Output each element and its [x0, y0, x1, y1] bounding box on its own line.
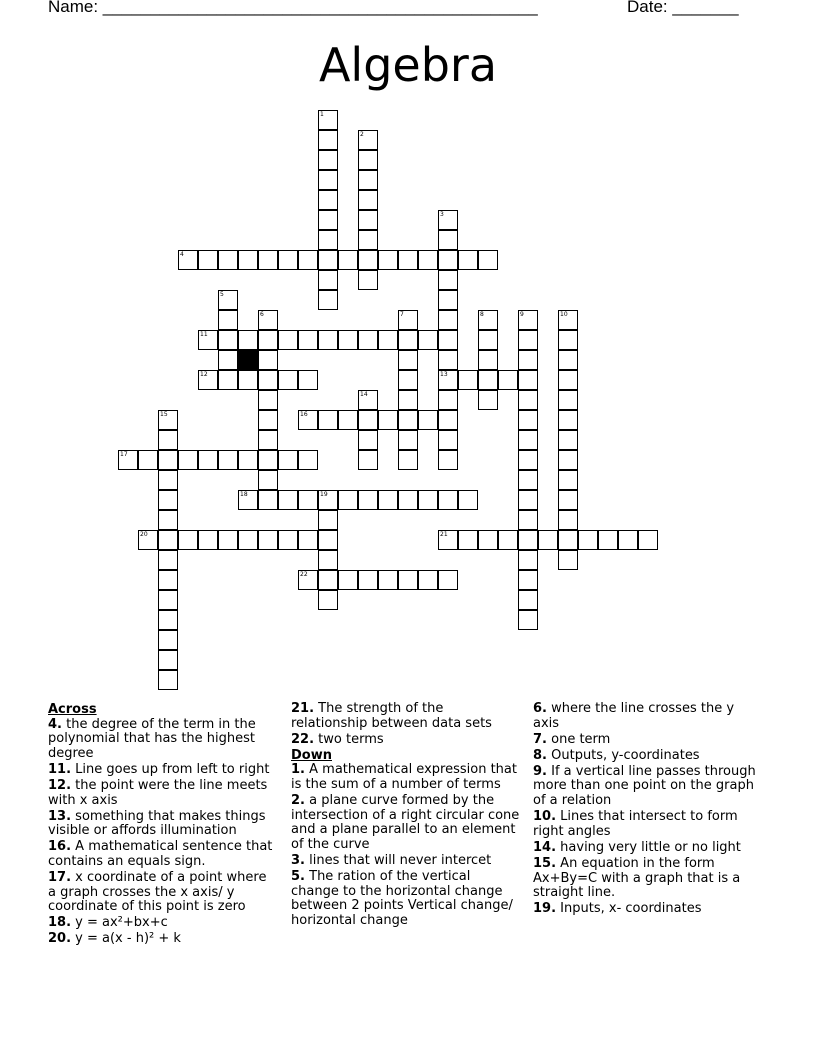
- grid-cell[interactable]: [318, 410, 338, 430]
- grid-cell[interactable]: [218, 350, 238, 370]
- grid-cell[interactable]: [358, 150, 378, 170]
- grid-cell[interactable]: [338, 410, 358, 430]
- grid-cell[interactable]: [198, 530, 218, 550]
- page-title: Algebra: [318, 38, 498, 92]
- grid-cell[interactable]: [378, 250, 398, 270]
- clue-down-5: 5. The ration of the vertical change to the horizontal change between 2 points Vertical change/ horizontal change: [291, 869, 513, 928]
- grid-cell[interactable]: [158, 610, 178, 630]
- grid-cell[interactable]: [178, 530, 198, 550]
- grid-cell[interactable]: [338, 250, 358, 270]
- grid-cell[interactable]: [318, 230, 338, 250]
- grid-cell[interactable]: [238, 370, 258, 390]
- grid-cell[interactable]: [298, 450, 318, 470]
- grid-cell[interactable]: [438, 230, 458, 250]
- grid-cell[interactable]: [478, 310, 498, 330]
- grid-cell[interactable]: [558, 330, 578, 350]
- grid-cell[interactable]: [198, 330, 218, 350]
- clue-across-4: 4. the degree of the term in the polynomial that has the highest degree: [48, 716, 256, 761]
- grid-cell[interactable]: [438, 430, 458, 450]
- grid-cell[interactable]: [218, 330, 238, 350]
- grid-cell[interactable]: [398, 390, 418, 410]
- grid-cell[interactable]: [358, 170, 378, 190]
- grid-cell[interactable]: [418, 250, 438, 270]
- grid-cell[interactable]: [198, 250, 218, 270]
- grid-cell[interactable]: [298, 490, 318, 510]
- grid-cell[interactable]: [398, 570, 418, 590]
- grid-cell[interactable]: [518, 330, 538, 350]
- grid-cell[interactable]: [118, 450, 138, 470]
- across-heading: Across: [48, 702, 97, 717]
- grid-cell[interactable]: [358, 270, 378, 290]
- grid-cell[interactable]: [438, 350, 458, 370]
- clue-down-7: 7. one term: [533, 731, 611, 747]
- grid-cell[interactable]: [338, 570, 358, 590]
- clue-number: 16: [300, 411, 308, 418]
- grid-cell[interactable]: [398, 350, 418, 370]
- grid-cell[interactable]: [438, 410, 458, 430]
- grid-cell[interactable]: [158, 430, 178, 450]
- grid-cell[interactable]: [578, 530, 598, 550]
- grid-cell[interactable]: [478, 390, 498, 410]
- grid-cell[interactable]: [138, 450, 158, 470]
- clue-column-2: [291, 702, 521, 930]
- grid-cell[interactable]: [358, 570, 378, 590]
- clue-across-12: 12. the point were the line meets with x axis: [48, 777, 268, 808]
- grid-cell[interactable]: [518, 610, 538, 630]
- grid-cell[interactable]: [418, 570, 438, 590]
- grid-cell[interactable]: [278, 450, 298, 470]
- grid-cell[interactable]: [398, 410, 418, 430]
- grid-cell[interactable]: [558, 370, 578, 390]
- grid-cell[interactable]: [298, 410, 318, 430]
- clue-number: 8: [480, 311, 484, 318]
- grid-cell[interactable]: [198, 370, 218, 390]
- grid-cell[interactable]: [558, 470, 578, 490]
- grid-cell[interactable]: [398, 370, 418, 390]
- grid-cell[interactable]: [298, 370, 318, 390]
- grid-cell[interactable]: [558, 310, 578, 330]
- grid-cell[interactable]: [278, 370, 298, 390]
- grid-cell[interactable]: [318, 170, 338, 190]
- clue-number: 20: [140, 531, 148, 538]
- grid-cell[interactable]: [158, 570, 178, 590]
- clue-number: 21: [440, 531, 448, 538]
- clue-number: 3: [440, 211, 444, 218]
- grid-cell[interactable]: [398, 330, 418, 350]
- clue-number: 5: [220, 291, 224, 298]
- grid-cell[interactable]: [358, 450, 378, 470]
- grid-cell[interactable]: [558, 450, 578, 470]
- clue-number: 2: [360, 131, 364, 138]
- clue-across-13: 13. something that makes things visible or affords illumination: [48, 808, 266, 839]
- grid-cell[interactable]: [478, 350, 498, 370]
- grid-cell[interactable]: [518, 470, 538, 490]
- grid-cell[interactable]: [358, 330, 378, 350]
- grid-cell[interactable]: [158, 410, 178, 430]
- grid-cell[interactable]: [378, 410, 398, 430]
- grid-cell[interactable]: [438, 370, 458, 390]
- clue-number: 9: [520, 311, 524, 318]
- grid-cell[interactable]: [238, 450, 258, 470]
- grid-cell[interactable]: [398, 450, 418, 470]
- grid-cell[interactable]: [458, 530, 478, 550]
- grid-cell[interactable]: [238, 490, 258, 510]
- clue-down-14: 14. having very little or no light: [533, 839, 741, 855]
- clue-down-19: 19. Inputs, x- coordinates: [533, 901, 702, 917]
- grid-cell[interactable]: [218, 370, 238, 390]
- blocked-cell: [238, 350, 258, 370]
- grid-cell[interactable]: [398, 430, 418, 450]
- clue-across-17: 17. x coordinate of a point where a graph crosses the x axis/ y coordinate of this point is zero: [48, 870, 267, 915]
- grid-cell[interactable]: [558, 390, 578, 410]
- grid-cell[interactable]: [158, 590, 178, 610]
- grid-cell[interactable]: [318, 490, 338, 510]
- grid-cell[interactable]: [478, 370, 498, 390]
- grid-cell[interactable]: [378, 490, 398, 510]
- grid-cell[interactable]: [318, 270, 338, 290]
- grid-cell[interactable]: [538, 530, 558, 550]
- grid-cell[interactable]: [258, 390, 278, 410]
- grid-cell[interactable]: [478, 530, 498, 550]
- grid-cell[interactable]: [238, 530, 258, 550]
- grid-cell[interactable]: [198, 450, 218, 470]
- grid-cell[interactable]: [318, 290, 338, 310]
- grid-cell[interactable]: [518, 350, 538, 370]
- grid-cell[interactable]: [618, 530, 638, 550]
- clue-across-20: 20. y = a(x - h)² + k: [48, 931, 181, 947]
- grid-cell[interactable]: [358, 210, 378, 230]
- grid-cell[interactable]: [358, 190, 378, 210]
- grid-cell[interactable]: [518, 550, 538, 570]
- grid-cell[interactable]: [178, 450, 198, 470]
- grid-cell[interactable]: [358, 430, 378, 450]
- grid-cell[interactable]: [518, 590, 538, 610]
- down-heading: Down: [291, 747, 332, 763]
- grid-cell[interactable]: [338, 330, 358, 350]
- grid-cell[interactable]: [258, 370, 278, 390]
- grid-cell[interactable]: [318, 210, 338, 230]
- grid-cell[interactable]: [318, 570, 338, 590]
- grid-cell[interactable]: [278, 250, 298, 270]
- grid-cell[interactable]: [598, 530, 618, 550]
- grid-cell[interactable]: [438, 210, 458, 230]
- grid-cell[interactable]: [518, 390, 538, 410]
- grid-cell[interactable]: [278, 490, 298, 510]
- grid-cell[interactable]: [158, 510, 178, 530]
- grid-cell[interactable]: [218, 530, 238, 550]
- grid-cell[interactable]: [158, 490, 178, 510]
- clue-across-11: 11. Line goes up from left to right: [48, 761, 270, 777]
- clue-column-1: [48, 702, 276, 949]
- grid-cell[interactable]: [158, 450, 178, 470]
- clue-down-6: 6. where the line crosses the y axis: [533, 701, 735, 731]
- grid-cell[interactable]: [298, 250, 318, 270]
- grid-cell[interactable]: [258, 350, 278, 370]
- grid-cell[interactable]: [258, 410, 278, 430]
- grid-cell[interactable]: [218, 310, 238, 330]
- grid-cell[interactable]: [458, 250, 478, 270]
- grid-cell[interactable]: [438, 250, 458, 270]
- grid-cell[interactable]: [318, 510, 338, 530]
- date-field[interactable]: Date: _______: [627, 0, 739, 16]
- grid-cell[interactable]: [518, 430, 538, 450]
- grid-cell[interactable]: [218, 250, 238, 270]
- grid-cell[interactable]: [318, 330, 338, 350]
- grid-cell[interactable]: [558, 410, 578, 430]
- clue-column-3: [533, 702, 763, 918]
- clue-down-8: 8. Outputs, y-coordinates: [533, 747, 700, 763]
- grid-cell[interactable]: [158, 650, 178, 670]
- grid-cell[interactable]: [318, 250, 338, 270]
- grid-cell[interactable]: [518, 570, 538, 590]
- grid-cell[interactable]: [418, 490, 438, 510]
- grid-cell[interactable]: [378, 330, 398, 350]
- grid-cell[interactable]: [358, 250, 378, 270]
- grid-cell[interactable]: [418, 330, 438, 350]
- clue-number: 4: [180, 251, 184, 258]
- grid-cell[interactable]: [558, 550, 578, 570]
- grid-cell[interactable]: [438, 270, 458, 290]
- grid-cell[interactable]: [438, 530, 458, 550]
- grid-cell[interactable]: [238, 250, 258, 270]
- grid-cell[interactable]: [558, 430, 578, 450]
- grid-cell[interactable]: [438, 290, 458, 310]
- grid-cell[interactable]: [158, 670, 178, 690]
- grid-cell[interactable]: [258, 250, 278, 270]
- clue-down-3: 3. lines that will never intercet: [291, 852, 492, 868]
- clue-number: 10: [560, 311, 568, 318]
- clue-across-18: 18. y = ax²+bx+c: [48, 915, 168, 931]
- grid-cell[interactable]: [278, 330, 298, 350]
- grid-cell[interactable]: [358, 130, 378, 150]
- grid-cell[interactable]: [498, 370, 518, 390]
- grid-cell[interactable]: [318, 130, 338, 150]
- grid-cell[interactable]: [438, 570, 458, 590]
- grid-cell[interactable]: [438, 310, 458, 330]
- grid-cell[interactable]: [398, 250, 418, 270]
- clue-down-15: 15. An equation in the form Ax+By=C with a graph that is a straight line.: [533, 855, 741, 901]
- grid-cell[interactable]: [158, 550, 178, 570]
- grid-cell[interactable]: [298, 530, 318, 550]
- grid-cell[interactable]: [318, 150, 338, 170]
- grid-cell[interactable]: [318, 590, 338, 610]
- grid-cell[interactable]: [518, 450, 538, 470]
- grid-cell[interactable]: [258, 470, 278, 490]
- grid-cell[interactable]: [438, 390, 458, 410]
- name-field[interactable]: Name: ______________________________________________: [48, 0, 538, 16]
- grid-cell[interactable]: [558, 490, 578, 510]
- grid-cell[interactable]: [518, 310, 538, 330]
- clue-across-22: 22. two terms: [291, 731, 384, 747]
- clue-down-2: 2. a plane curve formed by the intersection of a right circular cone and a plane parallel to an element of the curve: [291, 793, 520, 852]
- grid-cell[interactable]: [378, 570, 398, 590]
- grid-cell[interactable]: [358, 390, 378, 410]
- grid-cell[interactable]: [478, 330, 498, 350]
- grid-cell[interactable]: [138, 530, 158, 550]
- clue-number: 15: [160, 411, 168, 418]
- grid-cell[interactable]: [358, 490, 378, 510]
- grid-cell[interactable]: [498, 530, 518, 550]
- grid-cell[interactable]: [518, 410, 538, 430]
- grid-cell[interactable]: [158, 470, 178, 490]
- grid-cell[interactable]: [258, 330, 278, 350]
- grid-cell[interactable]: [238, 330, 258, 350]
- grid-cell[interactable]: [218, 290, 238, 310]
- grid-cell[interactable]: [438, 490, 458, 510]
- grid-cell[interactable]: [218, 450, 238, 470]
- grid-cell[interactable]: [258, 430, 278, 450]
- grid-cell[interactable]: [298, 330, 318, 350]
- grid-cell[interactable]: [158, 530, 178, 550]
- grid-cell[interactable]: [258, 310, 278, 330]
- clue-down-1: 1. A mathematical expression that is the sum of a number of terms: [291, 762, 517, 792]
- grid-cell[interactable]: [438, 450, 458, 470]
- clue-across-21: 21. The strength of the relationship between data sets: [291, 701, 492, 731]
- grid-cell[interactable]: [258, 490, 278, 510]
- grid-cell[interactable]: [518, 370, 538, 390]
- grid-cell[interactable]: [338, 490, 358, 510]
- clue-number: 13: [440, 371, 448, 378]
- clue-number: 19: [320, 491, 328, 498]
- grid-cell[interactable]: [318, 190, 338, 210]
- clue-number: 12: [200, 371, 208, 378]
- grid-cell[interactable]: [318, 110, 338, 130]
- clue-across-16: 16. A mathematical sentence that contains an equals sign.: [48, 839, 273, 869]
- grid-cell[interactable]: [178, 250, 198, 270]
- clue-number: 1: [320, 111, 324, 118]
- clue-down-9: 9. If a vertical line passes through more than one point on the graph of a relation: [533, 763, 756, 809]
- grid-cell[interactable]: [458, 370, 478, 390]
- grid-cell[interactable]: [258, 530, 278, 550]
- grid-cell[interactable]: [518, 490, 538, 510]
- clue-down-10: 10. Lines that intersect to form right angles: [533, 809, 738, 839]
- grid-cell[interactable]: [518, 510, 538, 530]
- grid-cell[interactable]: [278, 530, 298, 550]
- grid-cell[interactable]: [158, 630, 178, 650]
- grid-cell[interactable]: [398, 310, 418, 330]
- grid-cell[interactable]: [358, 410, 378, 430]
- grid-cell[interactable]: [638, 530, 658, 550]
- grid-cell[interactable]: [458, 490, 478, 510]
- grid-cell[interactable]: [258, 450, 278, 470]
- grid-cell[interactable]: [358, 230, 378, 250]
- clue-number: 7: [400, 311, 404, 318]
- clue-number: 14: [360, 391, 368, 398]
- grid-cell[interactable]: [298, 570, 318, 590]
- grid-cell[interactable]: [318, 550, 338, 570]
- clue-number: 22: [300, 571, 308, 578]
- grid-cell[interactable]: [558, 510, 578, 530]
- clue-number: 11: [200, 331, 208, 338]
- grid-cell[interactable]: [478, 250, 498, 270]
- grid-cell[interactable]: [438, 330, 458, 350]
- clue-number: 18: [240, 491, 248, 498]
- grid-cell[interactable]: [558, 530, 578, 550]
- clue-number: 17: [120, 451, 128, 458]
- grid-cell[interactable]: [418, 410, 438, 430]
- grid-cell[interactable]: [318, 530, 338, 550]
- clue-number: 6: [260, 311, 264, 318]
- grid-cell[interactable]: [398, 490, 418, 510]
- grid-cell[interactable]: [518, 530, 538, 550]
- grid-cell[interactable]: [558, 350, 578, 370]
